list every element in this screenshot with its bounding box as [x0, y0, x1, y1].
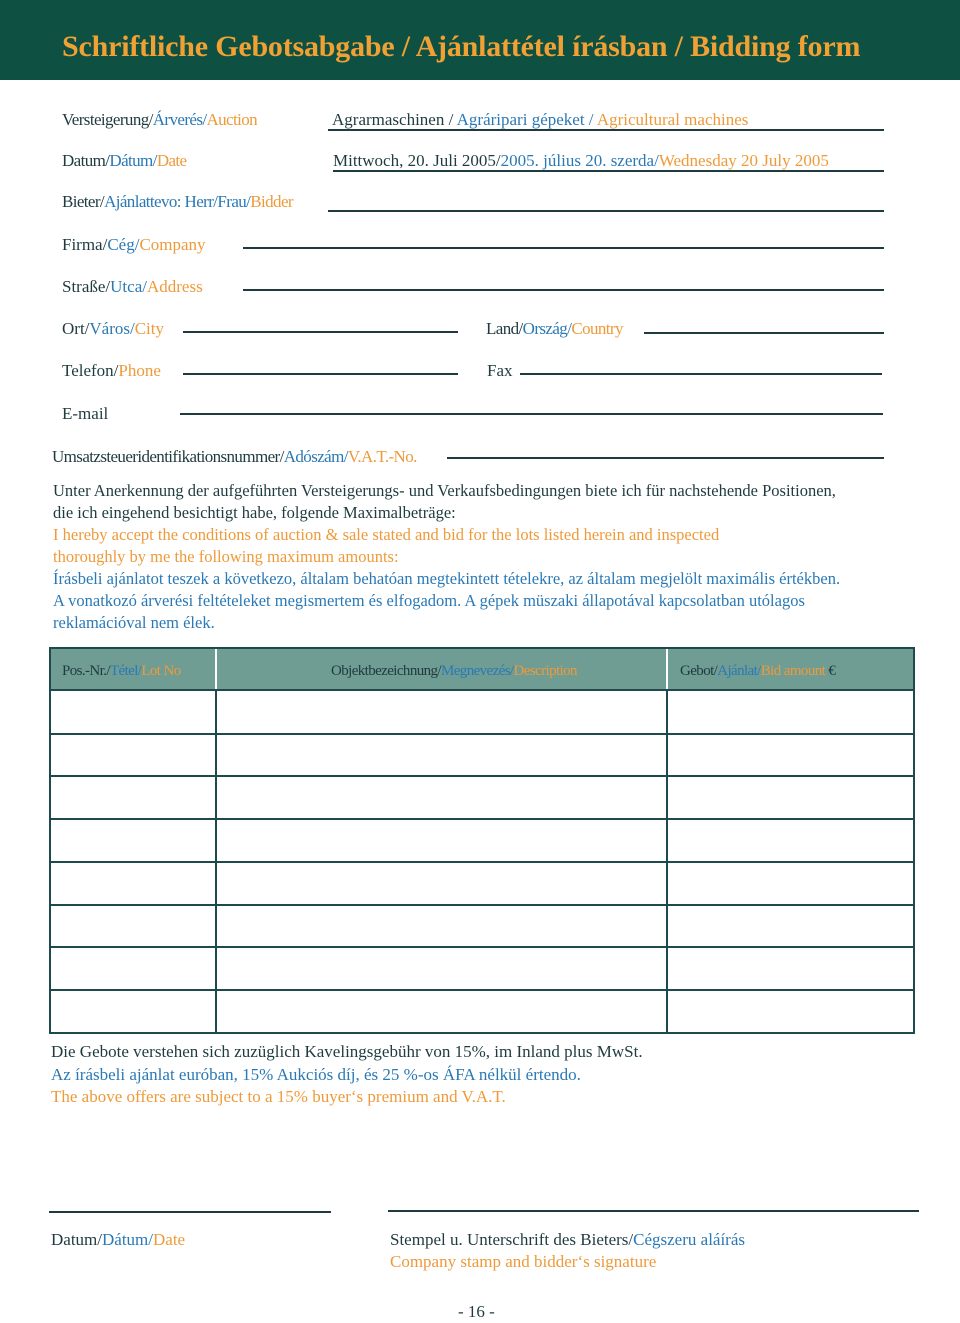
signature-stamp-label-en: Company stamp and bidder‘s signature	[390, 1252, 657, 1271]
vat-field[interactable]	[447, 457, 884, 459]
page-number: - 16 -	[458, 1302, 495, 1321]
fax-label: Fax	[487, 361, 513, 380]
date-label: Datum/Dátum/Date	[62, 151, 187, 170]
date-value: Mittwoch, 20. Juli 2005/2005. július 20. szerda/Wednesday 20 July 2005	[333, 151, 829, 170]
conditions-hu-2: A vonatkozó árverési feltételeket megismertem és elfogadom. A gépek müszaki állapotával kapcsolatban utólagos	[53, 591, 805, 610]
company-field[interactable]	[243, 247, 884, 249]
fax-field[interactable]	[520, 373, 882, 375]
table-row[interactable]	[51, 991, 913, 1032]
table-row[interactable]	[51, 820, 913, 861]
phone-label: Telefon/Phone	[62, 361, 161, 380]
conditions-de-1: Unter Anerkennung der aufgeführten Versteigerungs- und Verkaufsbedingungen biete ich für nachstehende Positionen,	[53, 481, 836, 500]
column-header-lot: Pos.-Nr./Tétel/Lot No	[62, 663, 181, 679]
conditions-de-2: die ich eingehend besichtigt habe, folgende Maximalbeträge:	[53, 503, 456, 522]
date-line	[333, 170, 884, 172]
conditions-en-2: thoroughly by me the following maximum amounts:	[53, 547, 399, 566]
address-label: Straße/Utca/Address	[62, 277, 203, 296]
column-header-bid: Gebot/Ajánlat/Bid amount €	[680, 663, 836, 679]
note-de: Die Gebote verstehen sich zuzüglich Kavelingsgebühr von 15%, im Inland plus MwSt.	[51, 1042, 643, 1061]
bidder-field[interactable]	[328, 210, 884, 212]
signature-date-label: Datum/Dátum/Date	[51, 1230, 186, 1249]
signature-stamp-field[interactable]	[388, 1210, 919, 1212]
page-title: Schriftliche Gebotsabgabe / Ajánlattétel írásban / Bidding form	[62, 30, 861, 63]
bidder-label: Bieter/Ajánlattevo: Herr/Frau/Bidder	[62, 192, 293, 211]
note-hu: Az írásbeli ajánlat euróban, 15% Aukciós díj, és 25 %-os ÁFA nélkül értendo.	[51, 1065, 581, 1084]
conditions-hu-1: Írásbeli ajánlatot teszek a következo, általam behatóan megtekintett tételekre, az általam megjelölt maximális értékben.	[53, 569, 841, 588]
email-field[interactable]	[180, 413, 883, 415]
email-label: E-mail	[62, 404, 109, 423]
signature-stamp-label: Stempel u. Unterschrift des Bieters/Cégszeru aláírás	[390, 1230, 746, 1249]
table-row[interactable]	[51, 777, 913, 818]
signature-date-field[interactable]	[49, 1211, 331, 1213]
table-row[interactable]	[51, 948, 913, 989]
table-row[interactable]	[51, 863, 913, 904]
header-divider	[215, 649, 217, 689]
auction-label: Versteigerung/Árverés/Auction	[62, 110, 258, 129]
table-row[interactable]	[51, 735, 913, 775]
auction-value: Agrarmaschinen / Agráripari gépeket / Agricultural machines	[332, 110, 749, 129]
conditions-en-1: I hereby accept the conditions of auction & sale stated and bid for the lots listed herein and inspected	[53, 525, 720, 544]
note-en: The above offers are subject to a 15% buyer‘s premium and V.A.T.	[51, 1087, 506, 1106]
column-header-description: Objektbezeichnung/Megnevezés/Description	[331, 663, 577, 679]
auction-line	[328, 129, 884, 131]
company-label: Firma/Cég/Company	[62, 235, 206, 254]
address-field[interactable]	[243, 289, 884, 291]
city-field[interactable]	[183, 331, 458, 333]
country-field[interactable]	[644, 332, 884, 334]
header-divider	[666, 649, 668, 689]
vat-label: Umsatzsteueridentifikationsnummer/Adószám/V.A.T.-No.	[52, 447, 417, 466]
country-label: Land/Ország/Country	[486, 319, 623, 338]
table-row[interactable]	[51, 691, 913, 733]
city-label: Ort/Város/City	[62, 319, 165, 338]
conditions-hu-3: reklamációval nem élek.	[53, 613, 215, 632]
phone-field[interactable]	[183, 373, 458, 375]
table-row[interactable]	[51, 906, 913, 946]
